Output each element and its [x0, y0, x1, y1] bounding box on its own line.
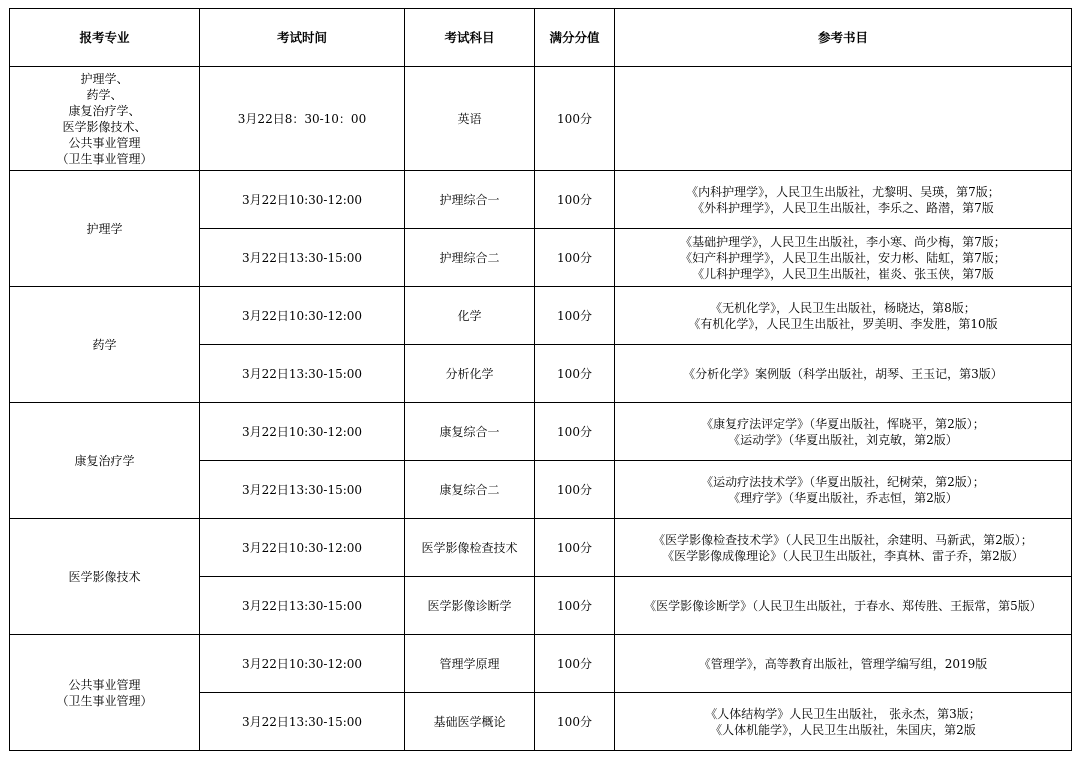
- major-line: 康复治疗学: [74, 453, 135, 468]
- book-line: 《康复疗法评定学》（华夏出版社，恽晓平，第2版）；: [701, 416, 985, 431]
- book-line: 《儿科护理学》，人民卫生出版社，崔炎、张玉侠，第7版: [692, 266, 994, 281]
- book-line: 《运动疗法技术学》（华夏出版社，纪树荣，第2版）；: [701, 474, 985, 489]
- major-line: 公共事业管理: [68, 677, 141, 692]
- books-cell: [615, 345, 1072, 403]
- score-cell: 100分: [535, 287, 615, 345]
- book-line: 《外科护理学》，人民卫生出版社，李乐之、路潜，第7版: [692, 200, 994, 215]
- score-cell: 100分: [535, 577, 615, 635]
- table-row: [10, 519, 1072, 577]
- books-cell: [615, 171, 1072, 229]
- books-cell: [615, 403, 1072, 461]
- book-line: 《医学影像诊断学》（人民卫生出版社，于春水、郑传胜、王振常，第5版）: [644, 598, 1042, 613]
- book-line: 《无机化学》，人民卫生出版社，杨晓达，第8版；: [710, 300, 976, 315]
- subject-cell: 基础医学概论: [405, 693, 535, 751]
- subject-cell: 康复综合一: [405, 403, 535, 461]
- header-score: 满分分值: [535, 9, 615, 67]
- header-row: [10, 9, 1072, 67]
- score-cell: 100分: [535, 403, 615, 461]
- subject-cell: 医学影像诊断学: [405, 577, 535, 635]
- book-line: 《理疗学》（华夏出版社，乔志恒，第2版）: [728, 490, 958, 505]
- book-line: 《基础护理学》，人民卫生出版社，李小寒、尚少梅，第7版；: [680, 234, 1006, 249]
- time-cell: 3月22日10:30-12:00: [200, 403, 405, 461]
- table-row: [10, 287, 1072, 345]
- books-cell: [615, 67, 1072, 171]
- major-cell: [10, 287, 200, 403]
- score-cell: 100分: [535, 635, 615, 693]
- subject-cell: 英语: [405, 67, 535, 171]
- books-cell: [615, 229, 1072, 287]
- major-line: 药学、: [86, 87, 123, 102]
- books-cell: [615, 287, 1072, 345]
- time-cell: 3月22日13:30-15:00: [200, 577, 405, 635]
- table-row: [10, 171, 1072, 229]
- time-cell: 3月22日13:30-15:00: [200, 693, 405, 751]
- score-cell: 100分: [535, 67, 615, 171]
- books-cell: [615, 577, 1072, 635]
- subject-cell: 护理综合一: [405, 171, 535, 229]
- subject-cell: 分析化学: [405, 345, 535, 403]
- major-cell: [10, 519, 200, 635]
- table-row: [10, 635, 1072, 693]
- book-line: 《有机化学》，人民卫生出版社，罗美明、李发胜，第10版: [688, 316, 998, 331]
- time-cell: 3月22日10:30-12:00: [200, 519, 405, 577]
- major-line: 医学影像技术: [68, 569, 141, 584]
- time-cell: 3月22日10:30-12:00: [200, 635, 405, 693]
- book-line: 《医学影像成像理论》（人民卫生出版社，李真林、雷子乔，第2版）: [662, 548, 1024, 563]
- book-line: 《人体结构学》人民卫生出版社， 张永杰，第3版；: [705, 706, 981, 721]
- subject-cell: 化学: [405, 287, 535, 345]
- major-line: （卫生事业管理）: [56, 151, 153, 166]
- books-cell: [615, 635, 1072, 693]
- table-row: [10, 67, 1072, 171]
- major-line: 护理学、: [80, 71, 129, 86]
- major-line: 康复治疗学、: [68, 103, 141, 118]
- major-line: 药学: [92, 337, 117, 352]
- score-cell: 100分: [535, 345, 615, 403]
- book-line: 《管理学》，高等教育出版社，管理学编写组，2019版: [698, 656, 988, 671]
- book-line: 《妇产科护理学》，人民卫生出版社，安力彬、陆虹，第7版；: [680, 250, 1006, 265]
- table-body: [10, 67, 1072, 751]
- time-cell: 3月22日13:30-15:00: [200, 345, 405, 403]
- header-major: 报考专业: [10, 9, 200, 67]
- major-cell: [10, 403, 200, 519]
- subject-cell: 康复综合二: [405, 461, 535, 519]
- book-line: 《运动学》（华夏出版社，刘克敏，第2版）: [728, 432, 958, 447]
- exam-schedule-table: [9, 8, 1072, 751]
- score-cell: 100分: [535, 519, 615, 577]
- time-cell: 3月22日13:30-15:00: [200, 461, 405, 519]
- major-cell: [10, 171, 200, 287]
- score-cell: 100分: [535, 693, 615, 751]
- books-cell: [615, 519, 1072, 577]
- major-line: 护理学: [86, 221, 123, 236]
- score-cell: 100分: [535, 171, 615, 229]
- header-books: 参考书目: [615, 9, 1072, 67]
- major-cell: [10, 635, 200, 751]
- table-row: [10, 403, 1072, 461]
- subject-cell: 管理学原理: [405, 635, 535, 693]
- subject-cell: 医学影像检查技术: [405, 519, 535, 577]
- time-cell: 3月22日8：30-10：00: [200, 67, 405, 171]
- book-line: 《人体机能学》，人民卫生出版社，朱国庆，第2版: [710, 722, 976, 737]
- books-cell: [615, 461, 1072, 519]
- header-subject: 考试科目: [405, 9, 535, 67]
- major-line: 医学影像技术、: [62, 119, 147, 134]
- major-cell: [10, 67, 200, 171]
- subject-cell: 护理综合二: [405, 229, 535, 287]
- score-cell: 100分: [535, 229, 615, 287]
- book-line: 《内科护理学》，人民卫生出版社，尤黎明、吴瑛，第7版；: [686, 184, 1000, 199]
- time-cell: 3月22日13:30-15:00: [200, 229, 405, 287]
- book-line: 《医学影像检查技术学》（人民卫生出版社，余建明、马新武，第2版）；: [653, 532, 1033, 547]
- time-cell: 3月22日10:30-12:00: [200, 171, 405, 229]
- major-line: 公共事业管理: [68, 135, 141, 150]
- time-cell: 3月22日10:30-12:00: [200, 287, 405, 345]
- books-cell: [615, 693, 1072, 751]
- book-line: 《分析化学》案例版（科学出版社，胡琴、王玉记，第3版）: [683, 366, 1003, 381]
- score-cell: 100分: [535, 461, 615, 519]
- header-time: 考试时间: [200, 9, 405, 67]
- major-line: （卫生事业管理）: [56, 693, 153, 708]
